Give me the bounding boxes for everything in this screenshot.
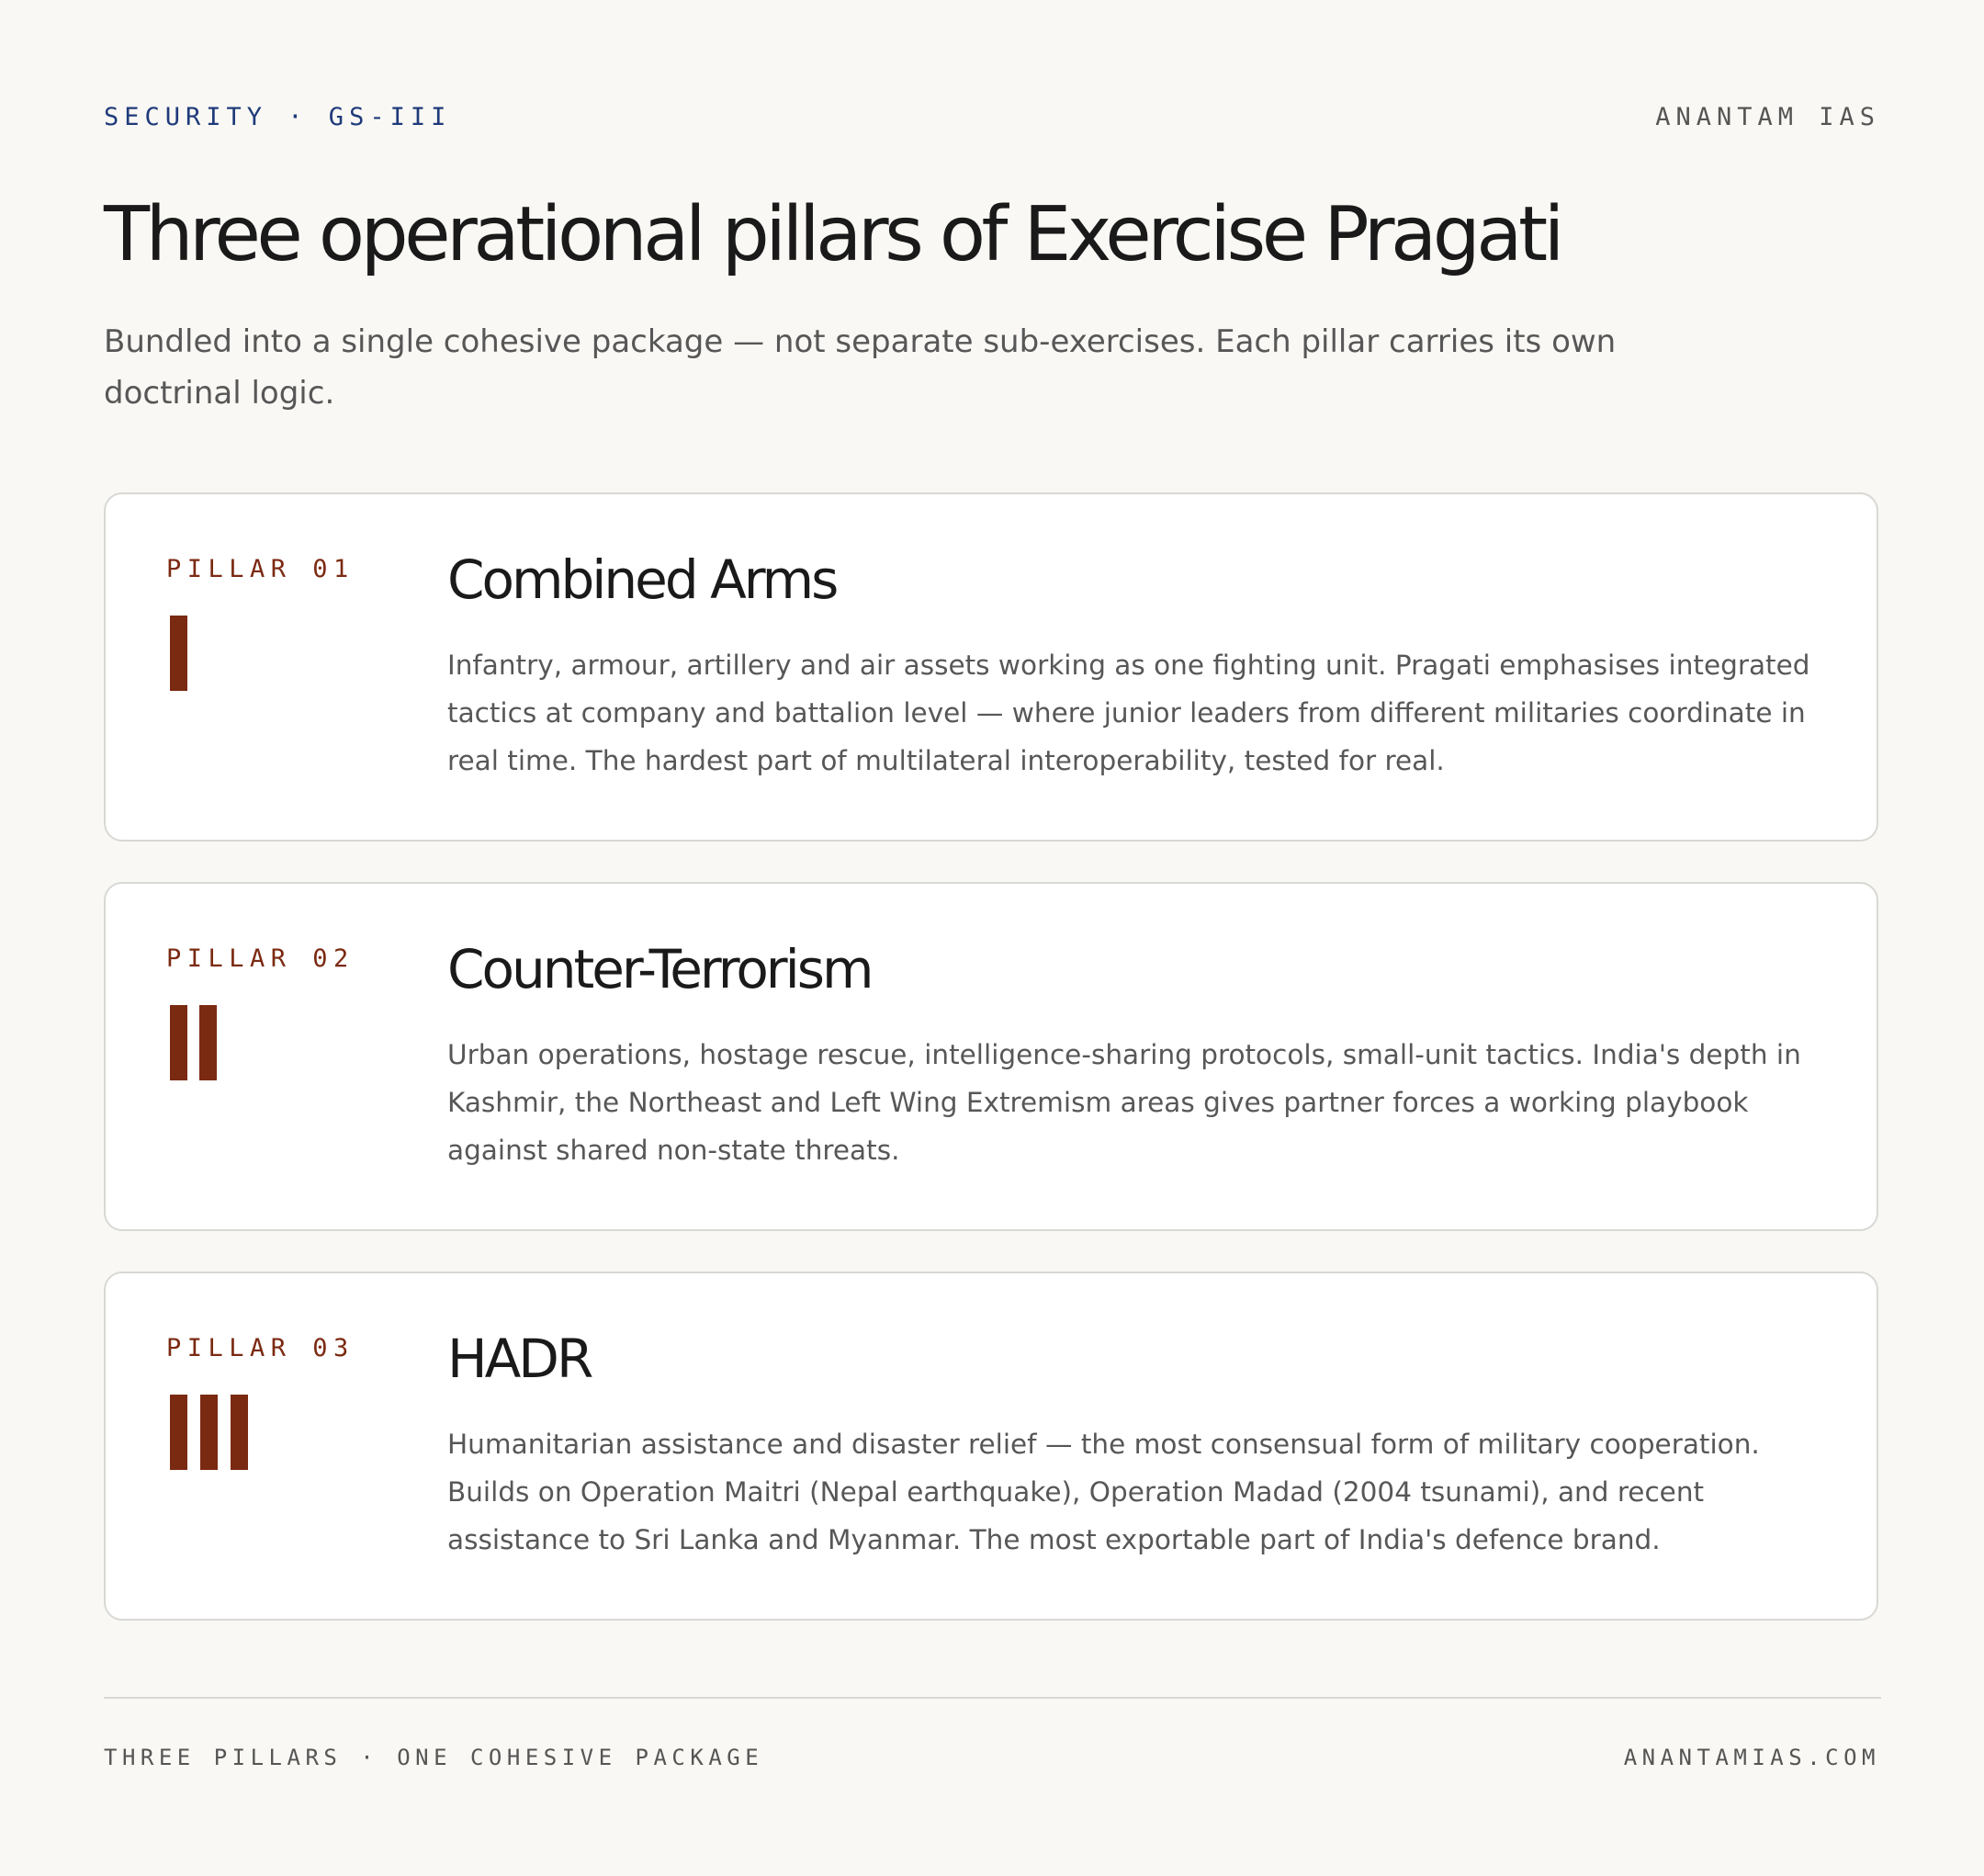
pillar-description: Infantry, armour, artillery and air assets working as one fighting unit. Pragati emphasises integrated tactics at company and battalion level — where junior leaders from different militaries coordinate in real time. The hardest part of multilateral interoperability, tested for real. — [447, 650, 1810, 776]
numeral-bar — [170, 1005, 187, 1080]
footer-divider — [104, 1697, 1881, 1699]
numeral-bar — [200, 1395, 218, 1470]
pillar-label: PILLAR 02 — [166, 944, 355, 973]
pillar-description: Urban operations, hostage rescue, intelligence-sharing protocols, small-unit tactics. India's depth in Kashmir, the Northeast and Left Wing Extremism areas gives partner forces a working playbook against shared non-state threats. — [447, 1039, 1801, 1166]
page-title: Three operational pillars of Exercise Pragati — [104, 191, 1561, 278]
footer-tagline: THREE PILLARS · ONE COHESIVE PACKAGE — [104, 1745, 764, 1770]
pillar-description: Humanitarian assistance and disaster relief — the most consensual form of military cooperation. Builds on Operation Maitri (Nepal earthquake), Operation Madad (2004 tsunami), and recent assistance to Sri Lanka and Myanmar. The most exportable part of India's defence brand. — [447, 1429, 1760, 1555]
pillar-title: Counter-Terrorism — [447, 938, 872, 1000]
numeral-bar — [170, 1395, 187, 1470]
category-tag: SECURITY · GS-III — [104, 103, 452, 131]
footer — [104, 1745, 1880, 1776]
pillar-title: Combined Arms — [447, 548, 837, 611]
brand-name: ANANTAM IAS — [1655, 103, 1880, 131]
pillar-label: PILLAR 03 — [166, 1334, 355, 1362]
numeral-bar — [231, 1395, 248, 1470]
page-subtitle: Bundled into a single cohesive package — not separate sub-exercises. Each pillar carries its own doctrinal logic. — [104, 323, 1617, 412]
footer-website: ANANTAMIAS.COM — [1623, 1745, 1880, 1770]
pillar-title: HADR — [447, 1328, 592, 1390]
pillar-card-combined-arms — [104, 492, 1878, 842]
pillar-card-counter-terrorism — [104, 882, 1878, 1231]
top-bar — [104, 103, 1880, 136]
pillar-card-hadr — [104, 1271, 1878, 1621]
numeral-bar — [199, 1005, 217, 1080]
pillar-label: PILLAR 01 — [166, 555, 355, 583]
numeral-bar — [170, 616, 187, 691]
